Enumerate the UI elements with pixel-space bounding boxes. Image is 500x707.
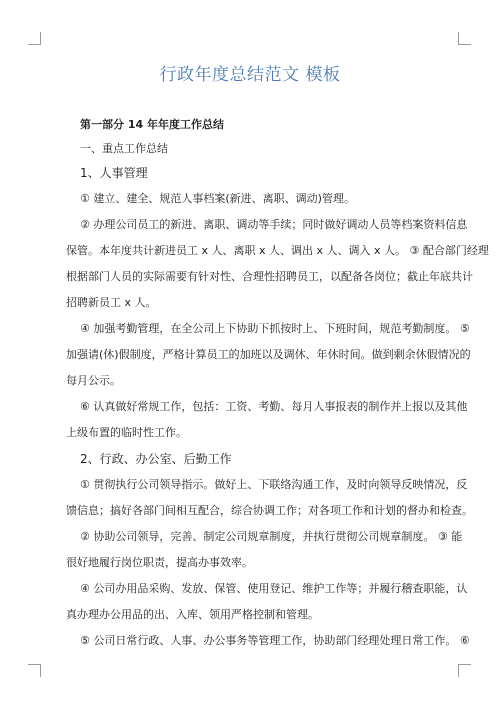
paragraph-line: ① 建立、建全、规范人事档案(新进、离职、调动)管理。 [80, 192, 355, 205]
paragraph-line: 上级布置的临时性工作。 [66, 426, 187, 439]
paragraph-line: ④ 加强考勤管理，在全公司上下协助下抓按时上、下班时间，规范考勤制度。 ⑤ [80, 322, 470, 335]
paragraph-line: 真办理办公用品的出、入库、领用严格控制和管理。 [66, 608, 319, 621]
paragraph-line: ① 贯彻执行公司领导指示。做好上、下联络沟通工作，及时向领导反映情况，反 [80, 478, 468, 491]
crop-mark-top-right [458, 32, 471, 45]
crop-mark-bottom-left [28, 664, 41, 677]
paragraph-line: 招聘新员工 x 人。 [66, 296, 157, 309]
paragraph-line: ⑤ 公司日常行政、人事、办公事务等管理工作，协助部门经理处理日常工作。 ⑥ [80, 634, 470, 647]
part-heading: 第一部分 14 年年度工作总结 [80, 118, 224, 131]
paragraph-line: ④ 公司办用品采购、发放、保管、使用登记、维护工作等；并履行稽查职能，认 [80, 582, 468, 595]
paragraph-line: ② 协助公司领导，完善、制定公司规章制度，并执行贯彻公司规章制度。 ③ 能 [80, 530, 463, 543]
paragraph-line: 加强请(休)假制度，严格计算员工的加班以及调休、年休时间。做到剩余休假情况的 [66, 348, 471, 361]
crop-mark-bottom-right [458, 664, 471, 677]
paragraph-line: 馈信息；搞好各部门间相互配合，综合协调工作；对各项工作和计划的督办和检查。 [66, 504, 473, 517]
paragraph-line: 保管。本年度共计新进员工 x 人、离职 x 人、调出 x 人、调入 x 人。 ③ 配合部门经理 [66, 244, 489, 257]
paragraph-line: ② 办理公司员工的新进、离职、调动等手续；同时做好调动人员等档案资料信息 [80, 218, 468, 231]
paragraph-line: 根据部门人员的实际需要有针对性、合理性招聘员工，以配备各岗位；截止年底共计 [66, 270, 473, 283]
subsection-heading-admin: 2、行政、办公室、后勤工作 [80, 452, 232, 466]
document-title: 行政年度总结范文 模板 [159, 65, 341, 85]
paragraph-line: ⑥ 认真做好常规工作，包括：工资、考勤、每月人事报表的制作并上报以及其他 [80, 400, 468, 413]
paragraph-line: 每月公示。 [66, 374, 121, 387]
subsection-heading-hr: 1、人事管理 [80, 166, 148, 180]
paragraph-line: 很好地履行岗位职责，提高办事效率。 [66, 556, 253, 569]
crop-mark-top-left [28, 32, 41, 45]
section-heading: 一、重点工作总结 [80, 142, 168, 155]
